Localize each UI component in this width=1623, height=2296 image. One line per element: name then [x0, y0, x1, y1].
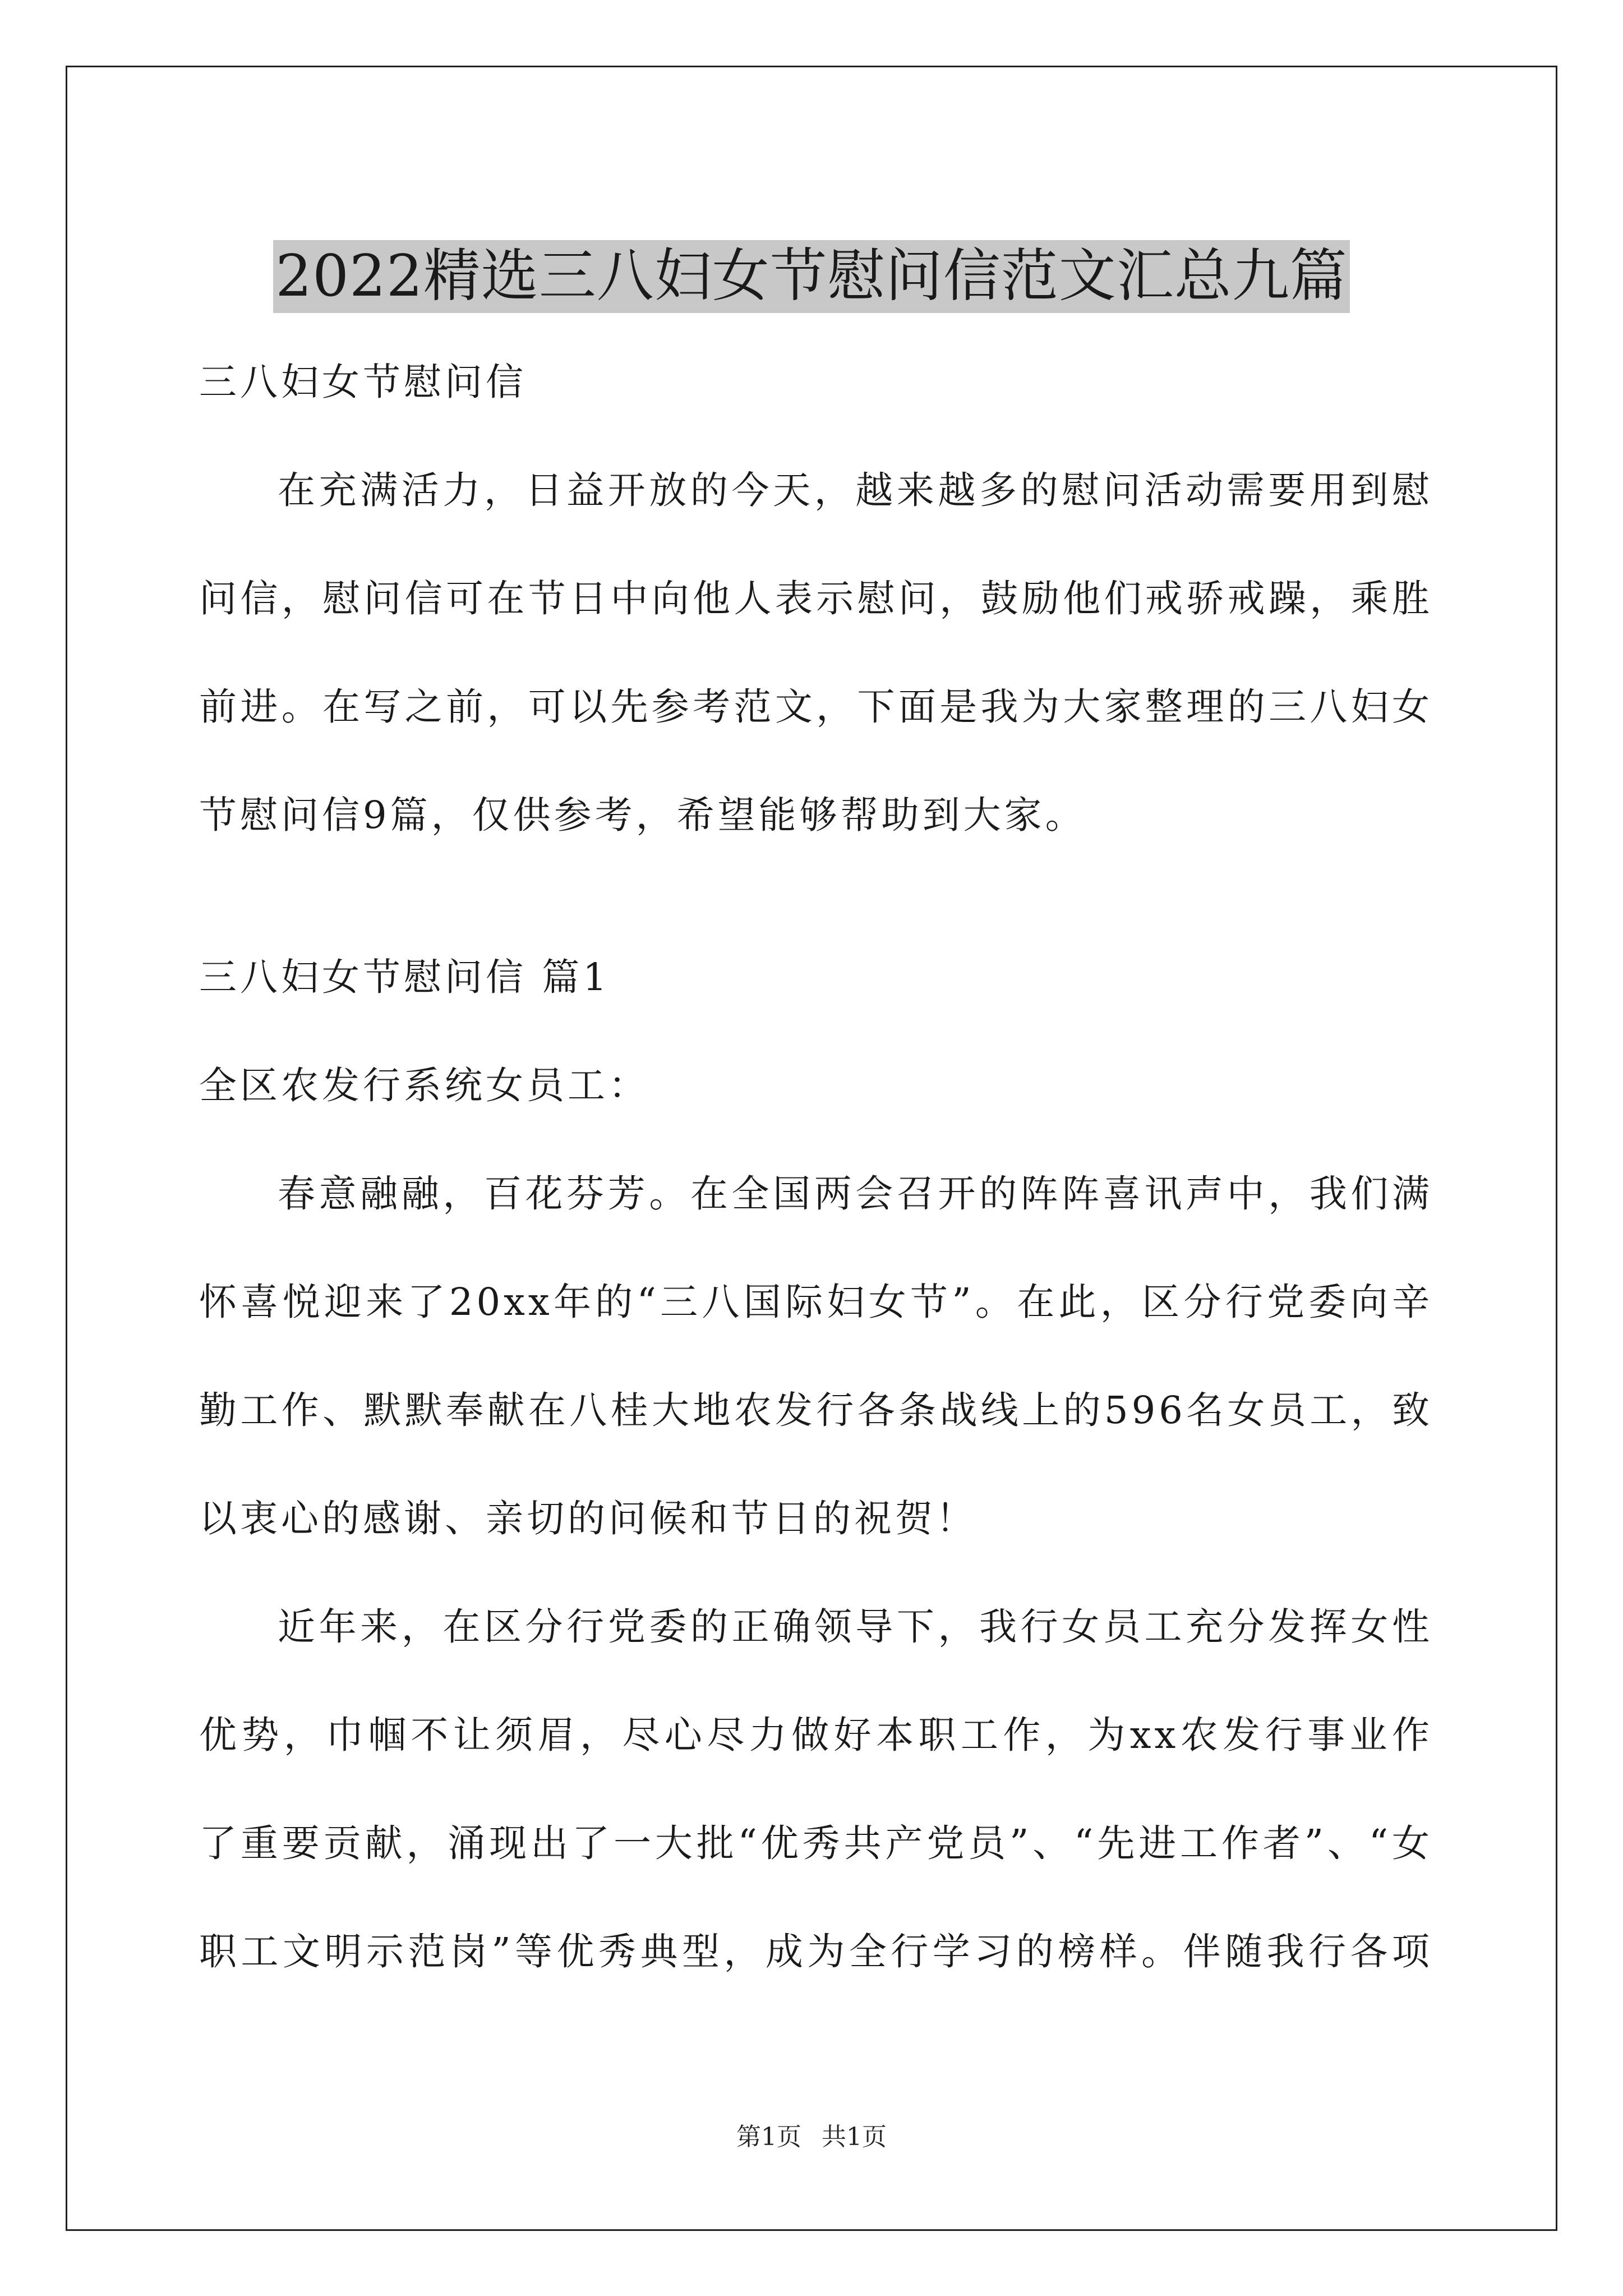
- paragraph-line: 了重要贡献，涌现出了一大批“优秀共产党员”、“先进工作者”、“女: [199, 1821, 1433, 1865]
- paragraph-line: 职工文明示范岗”等优秀典型，成为全行学习的榜样。伴随我行各项: [199, 1930, 1433, 1973]
- section-heading: 三八妇女节慰问信 篇1: [199, 955, 610, 999]
- page-footer: [0, 2120, 1623, 2154]
- salutation: 全区农发行系统女员工：: [199, 1064, 649, 1107]
- paragraph-line: 以衷心的感谢、亲切的问候和节日的祝贺！: [199, 1497, 977, 1540]
- paragraph-line: 怀喜悦迎来了20xx年的“三八国际妇女节”。在此，区分行党委向辛: [199, 1280, 1433, 1324]
- page-number-total: 共1页: [822, 2123, 887, 2151]
- page-number-current: 第1页: [736, 2123, 801, 2151]
- document-title: 2022精选三八妇女节慰问信范文汇总九篇: [273, 240, 1350, 313]
- paragraph-line: 勤工作、默默奉献在八桂大地农发行各条战线上的596名女员工，致: [199, 1388, 1433, 1432]
- section-heading: 三八妇女节慰问信: [199, 360, 527, 404]
- paragraph-line: 近年来，在区分行党委的正确领导下，我行女员工充分发挥女性: [278, 1605, 1433, 1649]
- paragraph-line: 节慰问信9篇，仅供参考，希望能够帮助到大家。: [199, 793, 1086, 837]
- paragraph-line: 在充满活力，日益开放的今天，越来越多的慰问活动需要用到慰: [278, 468, 1433, 512]
- paragraph-line: 前进。在写之前，可以先参考范文，下面是我为大家整理的三八妇女: [199, 685, 1433, 729]
- document-body: [199, 328, 1433, 2006]
- paragraph-gap: [199, 869, 1433, 923]
- paragraph-line: 春意融融，百花芬芳。在全国两会召开的阵阵喜讯声中，我们满: [278, 1172, 1433, 1216]
- paragraph-line: 问信，慰问信可在节日中向他人表示慰问，鼓励他们戒骄戒躁，乘胜: [199, 577, 1433, 620]
- paragraph-line: 优势，巾帼不让须眉，尽心尽力做好本职工作，为xx农发行事业作: [199, 1713, 1433, 1757]
